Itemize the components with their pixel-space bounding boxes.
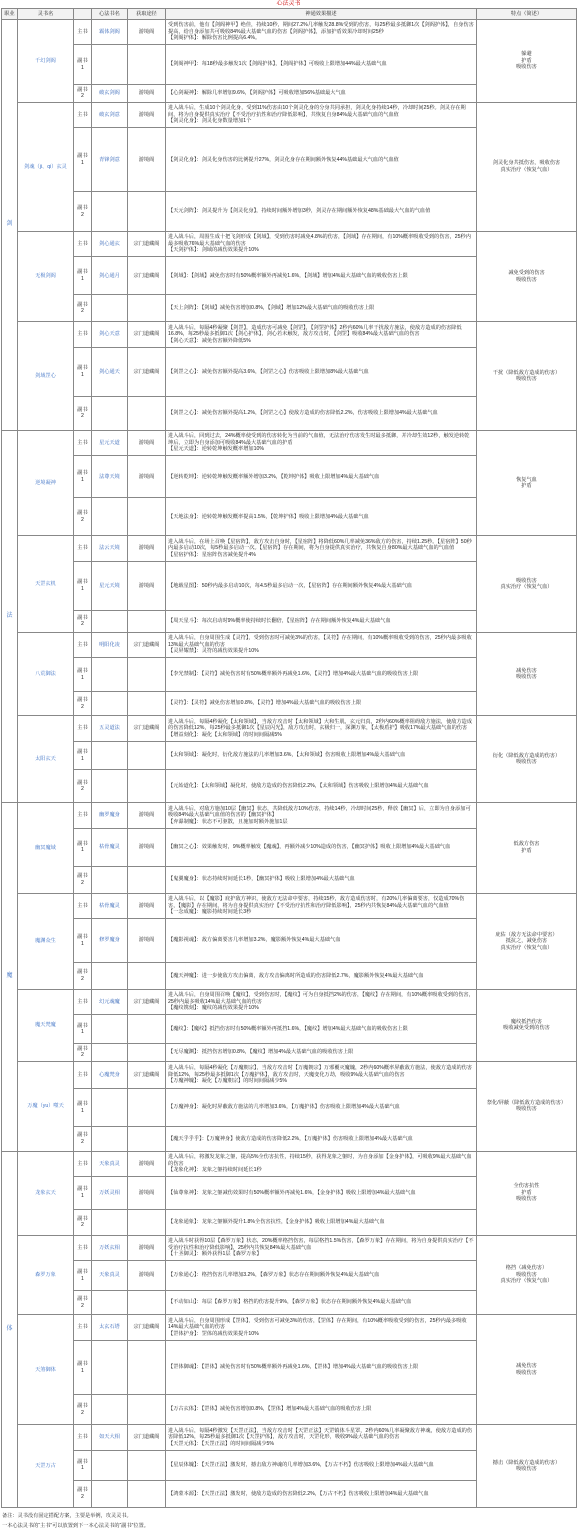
heart-book-cell	[92, 1340, 128, 1394]
source-cell	[128, 741, 166, 770]
slot-cell: 副书1	[74, 456, 92, 498]
source-cell: 宗门道藏阁	[128, 257, 166, 295]
slot-cell: 主书	[74, 322, 92, 347]
effect-description: 进入战斗后，对敌方施加10层【幽冥】状态，共降低敌方10%伤害，持续14秒，冷却时间25秒，释放【幽冥】后，立即为自身添加可吸收84%最大基础气血值的伤害的【幽冥护体】 【弃瀑制魔】：状态不可驱散，且施加时额外施加1层	[166, 803, 477, 828]
slot-cell: 副书1	[74, 1015, 92, 1044]
source-cell	[128, 1209, 166, 1235]
heart-book-cell	[92, 658, 128, 692]
source-cell: 游境阁	[128, 803, 166, 828]
spirit-book-name: 天罡玄机	[18, 536, 74, 632]
spirit-book-name: 逆境凝神	[18, 430, 74, 536]
header-source: 获取途径	[128, 9, 166, 20]
heart-book-cell	[92, 295, 128, 322]
source-cell: 游境阁	[128, 561, 166, 610]
effect-description: 【魔天乎乎乎】：【万魔神身】使敌方造成的伤害降低2.2%，【万魔护体】伤害吸收上限增加4%最大基础气血	[166, 1127, 477, 1151]
table-row	[2, 716, 577, 741]
heart-book-cell	[92, 45, 128, 84]
spirit-book-name: 千幻剑阁	[18, 20, 74, 103]
heart-book-cell: 幻元魂魔	[92, 989, 128, 1014]
heart-book-cell	[92, 1089, 128, 1127]
effect-description: 【太和领域】：凝化时，衍化敌方施法的几率增加3.6%，【太和领域】伤害吸收上限增加4%最大基础气血	[166, 741, 477, 770]
effect-description: 【周天星斗】：每次启动时9%概率使持续时长翻倍，【星宿阵】存在期间额外恢复4%最大基础气血	[166, 610, 477, 632]
slot-cell: 副书2	[74, 962, 92, 989]
header-effect: 神通效果描述	[166, 9, 477, 20]
table-row	[2, 322, 577, 347]
spirit-book-name: 八荒御法	[18, 632, 74, 716]
heart-book-cell: 万妖玄相	[92, 1235, 128, 1260]
source-cell: 宗门道藏阁	[128, 322, 166, 347]
effect-description: 【鬼翼魔身】：状态持续时间延长1秒，【幽冥护体】吸收上限增加4%最大基础气血	[166, 866, 477, 893]
heart-book-cell	[92, 610, 128, 632]
feature-summary: 低敌方伤害 护盾	[477, 803, 577, 894]
effect-description: 进入战斗后，每隔4秒激发【天罡正法】，当敌方攻击时【天罡正法】天罡镇体斗星罩，2秒内60%几率凝聚敌方神魂，使敌方造成的伤害降低12%，每25秒最多抵御1次【天罡护体】，敌方攻击时，天罡化形，吸收9%最大基础气血的伤害 【天罡元体】：【天罡正法】的时间间隔减少5%	[166, 1425, 477, 1450]
source-cell: 游境阁	[128, 919, 166, 962]
source-cell	[128, 396, 166, 430]
source-cell	[128, 962, 166, 989]
source-cell	[128, 610, 166, 632]
heart-book-cell: 剑心通天	[92, 347, 128, 396]
source-cell	[128, 866, 166, 893]
effect-description: 【魔影视魂】：敌方偏离要害几率增加3.2%，魔影额外恢复4%最大基础气血	[166, 919, 477, 962]
spirit-book-name: 魔渊众生	[18, 893, 74, 989]
effect-description: 【罡体御魂】：【罡体】减免伤害时有50%概率额外再减免1.6%，【罡体】增加4%最大基础气血的吸收伤害上限	[166, 1340, 477, 1394]
slot-cell: 副书1	[74, 1450, 92, 1480]
heart-book-cell	[92, 1043, 128, 1061]
table-row	[2, 893, 577, 918]
spirit-book-name: 天煞御体	[18, 1315, 74, 1425]
source-cell: 游境阁	[128, 536, 166, 561]
source-cell: 游境阁	[128, 1151, 166, 1176]
slot-cell: 副书2	[74, 1127, 92, 1151]
effect-description: 【魔纹】：【魔纹】抵挡伤害时有50%概率额外再抵挡1.6%，【魔纹】增加4%最大基础气血的吸收伤害上限	[166, 1015, 477, 1044]
header-job: 职业	[2, 9, 18, 20]
heart-book-cell	[92, 192, 128, 231]
feature-summary: 减免伤害 吸收伤害	[477, 632, 577, 716]
spirit-book-table	[1, 8, 577, 1508]
slot-cell: 副书2	[74, 1480, 92, 1507]
heart-book-cell: 霸体剑阁	[92, 20, 128, 45]
slot-cell: 主书	[74, 716, 92, 741]
heart-book-cell: 枯骨魔灵	[92, 893, 128, 918]
slot-cell: 副书1	[74, 828, 92, 866]
heart-book-cell	[92, 1395, 128, 1425]
heart-book-cell: 破玄剑阁	[92, 84, 128, 102]
source-cell: 游境阁	[128, 1177, 166, 1210]
slot-cell: 副书2	[74, 770, 92, 803]
heart-book-cell: 明阳化凌	[92, 632, 128, 657]
effect-description: 【万象通心】：格挡伤害几率增加3.2%，【森罗万象】状态存在期间额外恢复4%最大基础气血	[166, 1261, 477, 1291]
slot-cell: 副书2	[74, 1290, 92, 1314]
source-cell	[128, 692, 166, 716]
slot-cell: 副书1	[74, 1340, 92, 1394]
heart-book-cell: 法云天境	[92, 536, 128, 561]
effect-description: 进入战斗后，以【魔影】庇护敌方神识，使敌方无法命中要害，持续15秒，敌方造成伤害时，有20%几率偏离要害，仅造成70%伤害，【魔影】存在期间，将为自身提供真实治疗【不受治疗抗性和治疗降低影响】，25秒内共恢复84%最大基础气血的气血值 【一念成魔】：魔影持续时间延长3秒	[166, 893, 477, 918]
table-row	[2, 430, 577, 455]
table-row	[2, 536, 577, 561]
spirit-book-name: 无极剑阁	[18, 231, 74, 322]
effect-description: 【魔天神魔】：进一步使敌方攻击偏离，敌方攻击偏离时所造成的伤害降低2.7%，魔影额外恢复4%最大基础气血	[166, 962, 477, 989]
heart-book-cell: 法尊天境	[92, 456, 128, 498]
effect-description: 【鸿蒙本源】：【天罡正法】激发时，使敌方造成的伤害降低2.2%，【万古不朽】伤害吸收上限增加4%最大基础气血	[166, 1480, 477, 1507]
feature-summary: 格挡（减免伤害） 吸收伤害 真实治疗（恢复气血）	[477, 1235, 577, 1315]
note-line-2: 一本心法灵书的“主书”可以放置到下一本心法灵书的“副书”位置。	[2, 1523, 149, 1529]
slot-cell: 副书2	[74, 1209, 92, 1235]
spirit-book-name: 幽冥魔域	[18, 803, 74, 894]
heart-book-cell	[92, 1290, 128, 1314]
slot-cell: 主书	[74, 803, 92, 828]
table-row	[2, 231, 577, 256]
source-cell	[128, 658, 166, 692]
slot-cell: 副书2	[74, 1395, 92, 1425]
heart-book-cell: 太玄石塔	[92, 1315, 128, 1340]
heart-book-cell: 剑心天意	[92, 322, 128, 347]
effect-description: 进入战斗后，自身周围形成【罡体】，受到伤害可减免3%的伤害，【罡体】存在期间，有10%概率吸收受到的伤害，25秒内最多吸收14%最大基础气血的伤害 【罡体护身】：罡体的减伤效果提升10%	[166, 1315, 477, 1340]
header-heart-book: 心法书名	[92, 9, 128, 20]
slot-cell: 主书	[74, 20, 92, 45]
feature-summary: 躲避 护盾 吸收伤害	[477, 20, 577, 103]
heart-book-cell: 天象真灵	[92, 1261, 128, 1291]
source-cell: 游境阁	[128, 103, 166, 128]
feature-summary: 干扰（降低敌方造成的伤害） 吸收伤害	[477, 322, 577, 430]
heart-book-cell	[92, 962, 128, 989]
source-cell	[128, 192, 166, 231]
table-row	[2, 20, 577, 45]
slot-cell: 副书1	[74, 658, 92, 692]
source-cell: 游境阁	[128, 84, 166, 102]
table-row	[2, 1425, 577, 1450]
heart-book-cell: 星元天境	[92, 561, 128, 610]
effect-description: 【天元剑阵】：剑灵提升为【剑灵化身】，持续时间额外增加3秒，剑灵存在期间额外恢复48%基础最大气血的气血值	[166, 192, 477, 231]
feature-summary: 减免受到的伤害 吸收伤害	[477, 231, 577, 322]
source-cell	[128, 1089, 166, 1127]
slot-cell: 主书	[74, 893, 92, 918]
table-row	[2, 103, 577, 128]
spirit-book-name: 龙象玄天	[18, 1151, 74, 1235]
table-row	[2, 989, 577, 1014]
effect-description: 进入战斗后，每隔4秒凝聚【剑罡】，造成伤害可减免【剑罡】，【剑罡护体】2秒内60%几率干扰敌方施法，使敌方造成的伤害降低16.8%，每25秒最多抵御1次【剑心护体】，剑心若未触发，敌方攻击时，【剑罡】吸收84%最大基础气血的伤害 【剑心天意】：减免伤害额外降低5%	[166, 322, 477, 347]
source-cell: 宗门道藏阁	[128, 1315, 166, 1340]
effect-description: 进入战斗后，在场上召唤【星宿阵】，敌方攻击自身时，【星宿阵】将降低60%几率减免36%敌方的伤害，持续1.25秒。【星宿阵】50秒内最多启动10次，每5秒最多启动一次。【星宿阵】存在期间，将为自身提供真实治疗，共恢复自身80%最大基础气血的气血值 【星宿护体】：星宿阵伤害减免提升4%	[166, 536, 477, 561]
slot-cell: 副书1	[74, 561, 92, 610]
source-cell: 宗门道藏阁	[128, 716, 166, 741]
slot-cell: 副书1	[74, 1261, 92, 1291]
slot-cell: 主书	[74, 430, 92, 455]
table-body	[2, 20, 577, 1508]
effect-description: 进入战斗后，生成10个剑灵化身，受到11%伤害由10个剑灵化身的分身共同承担，剑灵化身持续14秒，冷却时间25秒。剑灵存在期间，将为自身提供真实治疗【不受治疗抗性和治疗降低影响】，共恢复自身84%最大基础气血的气血值 【剑灵化身】：剑灵化身数量增加1个	[166, 103, 477, 128]
feature-summary: 剑灵化身共抵伤害，吸收伤害 真实治疗（恢复气血）	[477, 103, 577, 232]
heart-book-cell: 如天大相	[92, 1425, 128, 1450]
source-cell	[128, 1340, 166, 1394]
spirit-book-name: 森罗万象	[18, 1235, 74, 1315]
table-row	[2, 1315, 577, 1340]
source-cell	[128, 45, 166, 84]
heart-book-cell: 五灵道法	[92, 716, 128, 741]
source-cell: 宗门道藏阁	[128, 1425, 166, 1450]
source-cell: 游境阁	[128, 893, 166, 918]
effect-description: 进入战斗后，每隔4秒凝化【太和领域】，当敌方攻击时【太和领域】大和生肌，玄元归真，2秒内60%概率阻碍敌方施法，使敌方造成的伤害降低12%，每25秒最多抵御1次【星辰闪光】，敌方攻击时，玄极归一，深渊万象，【太极盾护】吸收17%最大基础气血的伤害 【增益刻化】：凝化【太和领域】的时间间隔减5%	[166, 716, 477, 741]
slot-cell: 副书1	[74, 128, 92, 192]
slot-cell: 副书2	[74, 295, 92, 322]
spirit-book-name: 剑域罡心	[18, 322, 74, 430]
slot-cell: 副书1	[74, 45, 92, 84]
feature-summary: 恢复气血 护盾	[477, 430, 577, 536]
source-cell: 游境阁	[128, 456, 166, 498]
effect-description: 【剑灵化身】：剑灵化身伤害的比例提升27%，剑灵化身存在期间额外恢复44%基础最大气血的气血值	[166, 128, 477, 192]
effect-description: 【地载星图】：50秒内最多启动10次，每4.5秒最多启动一次，【星宿阵】存在期间额外恢复4%最大基础气血	[166, 561, 477, 610]
heart-book-cell: 万妖灵相	[92, 1177, 128, 1210]
feature-summary: 减免伤害 吸收伤害	[477, 1315, 577, 1425]
heart-book-cell	[92, 1127, 128, 1151]
source-cell: 宗门道藏阁	[128, 989, 166, 1014]
slot-cell: 副书1	[74, 257, 92, 295]
effect-description: 【无尽魔渊】：抵挡伤害增加0.8%，【魔纹】增加4%最大基础气血的吸收伤害上限	[166, 1043, 477, 1061]
spirit-book-name: 万魔（yu）噬天	[18, 1062, 74, 1152]
heart-book-cell	[92, 866, 128, 893]
effect-description: 进入战斗后，自身周围生成【灵符】，受到伤害时可减免3%的伤害，【灵符】存在期间，有10%概率吸收受到的伤害，25秒内最多吸收13%最大基础气血的伤害 【灵屏耀禁】：灵符的减伤效果提升10%	[166, 632, 477, 657]
source-cell: 游境阁	[128, 1261, 166, 1291]
table-header-row	[2, 9, 577, 20]
effect-description: 【天地法身】：逆转乾坤触发概率提高1.5%，【乾坤护体】吸收上限增加4%最大基础气血	[166, 498, 477, 536]
effect-description: 进入战斗时获得10层【森罗万象】状态，20%概率格挡伤害，每层格挡1.5%伤害，【森罗万象】存在期间，将为自身提供真实治疗【不受治疗抗性和治疗降低影响】，25秒内共恢复84%最大基础气血 【十圣御灵】：额外获得1层【森罗万象】	[166, 1235, 477, 1260]
feature-summary: 吸收伤害 真实治疗（恢复气血）	[477, 536, 577, 632]
heart-book-cell: 心魔梵身	[92, 1062, 128, 1089]
slot-cell: 主书	[74, 536, 92, 561]
feature-summary: 庇佑（敌方无法命中要害） 抵抗之，减免伤害 真实治疗（恢复气血）	[477, 893, 577, 989]
source-cell	[128, 1395, 166, 1425]
slot-cell: 副书1	[74, 347, 92, 396]
spirit-book-name: 太阳玄天	[18, 716, 74, 803]
effect-description: 【仙尊象神】：龙象之躯减伤效果时有50%概率额外再减免1.6%，【金身护体】吸收上限增加4%最大基础气血	[166, 1177, 477, 1210]
slot-cell: 主书	[74, 632, 92, 657]
slot-cell: 副书2	[74, 192, 92, 231]
job-cell: 剑	[2, 20, 18, 431]
effect-description: 进入战斗后，自身周围召唤【魔纹】，受到伤害时，【魔纹】可为自身抵挡2%的伤害，【魔纹】存在期间，有10%概率吸收受到的伤害，25秒内最多吸收14%最大基础气血的伤害 【魔纹镌刻】：魔纹的减伤效果提升10%	[166, 989, 477, 1014]
slot-cell: 副书1	[74, 741, 92, 770]
effect-description: 【星辰体魄】：【天罡正法】激发时，撼击敌方神魂的几率增加3.6%，【万古不朽】伤害吸收上限增加4%最大基础气血	[166, 1450, 477, 1480]
effect-description: 【剑域】：【剑域】减免伤害时有50%概率额外再减免1.6%，【剑域】增加4%最大基础气血的吸收伤害上限	[166, 257, 477, 295]
feature-summary: 魔纹抵挡伤害 吸收减免受到的伤害	[477, 989, 577, 1061]
table-row	[2, 1235, 577, 1260]
slot-cell: 主书	[74, 1062, 92, 1089]
slot-cell: 主书	[74, 989, 92, 1014]
source-cell	[128, 1043, 166, 1061]
heart-book-cell	[92, 1015, 128, 1044]
heart-book-cell	[92, 498, 128, 536]
slot-cell: 副书1	[74, 1177, 92, 1210]
heart-book-cell: 剑心通月	[92, 257, 128, 295]
heart-book-cell	[92, 1480, 128, 1507]
heart-book-cell: 剑心通玄	[92, 231, 128, 256]
slot-cell: 副书2	[74, 396, 92, 430]
slot-cell: 主书	[74, 103, 92, 128]
job-cell: 魔	[2, 803, 18, 1152]
effect-description: 【不动如山】：每层【森罗万象】格挡的伤害提升9%，【森罗万象】状态存在期间额外恢复4%最大基础气血	[166, 1290, 477, 1314]
heart-book-cell	[92, 1450, 128, 1480]
spirit-book-name: 剑魂（ji、qi）玄灵	[18, 103, 74, 232]
effect-description: 【逆转乾坤】：逆转乾坤触发概率额外增加3.2%，【乾坤护体】吸收上限增加4%最大基础气血	[166, 456, 477, 498]
source-cell	[128, 1127, 166, 1151]
heart-book-cell	[92, 692, 128, 716]
heart-book-cell: 幽罗魔身	[92, 803, 128, 828]
effect-description: 受到伤害前，他有【剑阁神甲】绝佳，持续10秒，期间27.2%几率触发28.8%受到的伤害，每25秒最多抵御1次【剑阁护体】，自身伤害提高，给自身添加共可吸收84%最大基础气血的伤害【剑阁护体】，添加护盾效果冷却时间25秒 【剑阁护体】：解除伤害比例提高6.4%。	[166, 20, 477, 45]
effect-description: 【万魔神身】：凝化时屏蔽敌方施法的几率增加3.6%，【万魔护体】伤害吸收上限增加4%最大基础气血	[166, 1089, 477, 1127]
effect-description: 【天上剑阵】：【剑域】减免伤害增加0.8%，【剑域】增加12%最大基础气血的吸收伤害上限	[166, 295, 477, 322]
effect-description: 进入战斗后，周围生成十把飞剑形成【剑域】，受到伤害时减免4.8%的伤害，【剑域】存在期间，有10%概率吸收受到的伤害，25秒内最多吸收76%最大基础气血的伤害 【天剑护体】：剑域的减伤效果提升10%	[166, 231, 477, 256]
effect-description: 【剑罡之心】：减免伤害额外提高3.6%，【剑罡之心】伤害吸收上限增加8%最大基础气血	[166, 347, 477, 396]
effect-description: 【李光禁制】：【灵符】减免伤害时有50%概率额外再减免1.6%，【灵符】增加4%最大基础气血的吸收伤害上限	[166, 658, 477, 692]
table-row	[2, 1151, 577, 1176]
header-spirit-book: 灵书名	[18, 9, 74, 20]
heart-book-cell: 修罗魔身	[92, 919, 128, 962]
note-line-1: 备注：灵书没有固定搭配方案，主要是举例，攻灵灵书。	[2, 1513, 132, 1519]
slot-cell: 主书	[74, 1235, 92, 1260]
feature-summary: 衍化（降低敌方造成的伤害） 吸收伤害	[477, 716, 577, 803]
effect-description: 【龙象通象】：龙象之躯额外提升1.8%全伤害抗性，【金身护体】吸收上限增加4%最大基础气血	[166, 1209, 477, 1235]
table-row	[2, 1062, 577, 1089]
effect-description: 【剑罡之心】：减免伤害额外提高1.2%，【剑罡之心】使敌方造成的伤害降低2.2%，伤害吸收上限增加4%最大基础气血	[166, 396, 477, 430]
source-cell: 宗门道藏阁	[128, 347, 166, 396]
effect-description: 【元始道化】：【太和领域】凝化时，使敌方造成的伤害降低2.2%，【太和领域】伤害吸收上限增加4%最大基础气血	[166, 770, 477, 803]
heart-book-cell	[92, 770, 128, 803]
source-cell	[128, 1290, 166, 1314]
source-cell	[128, 498, 166, 536]
slot-cell: 副书1	[74, 919, 92, 962]
source-cell: 宗门道藏阁	[128, 1062, 166, 1089]
heart-book-cell: 青锋剑意	[92, 128, 128, 192]
slot-cell: 副书2	[74, 866, 92, 893]
slot-cell: 主书	[74, 1315, 92, 1340]
heart-book-cell: 破玄剑意	[92, 103, 128, 128]
heart-book-cell	[92, 741, 128, 770]
source-cell	[128, 295, 166, 322]
source-cell	[128, 1450, 166, 1480]
source-cell	[128, 770, 166, 803]
effect-description: 进入战斗后，回到过去，24%概率使受到的伤害转化为当前的气血值，无法治疗伤害发生时最多抵御，并冷却生效12秒，触发逆转乾坤后，立即为自身添加可吸收84%最大基础气血的护盾 【星元天道】：逆转乾坤触发概率增加10%	[166, 430, 477, 455]
slot-cell: 副书1	[74, 1089, 92, 1127]
slot-cell: 主书	[74, 1151, 92, 1176]
effect-description: 【心剑凝神】：解除几率增加9.6%，【剑阁护体】可吸收增加56%基础最大气血	[166, 84, 477, 102]
spirit-book-name: 天罡万古	[18, 1425, 74, 1508]
heart-book-cell: 枯骨魔灵	[92, 828, 128, 866]
source-cell: 游境阁	[128, 828, 166, 866]
header-slot	[74, 9, 92, 20]
heart-book-cell	[92, 396, 128, 430]
feature-summary: 全伤害抗性 护盾 吸收伤害	[477, 1151, 577, 1235]
slot-cell: 副书2	[74, 1043, 92, 1061]
heart-book-cell: 天象真灵	[92, 1151, 128, 1176]
source-cell: 宗门道藏阁	[128, 632, 166, 657]
slot-cell: 副书2	[74, 610, 92, 632]
source-cell: 游境阁	[128, 20, 166, 45]
source-cell: 游境阁	[128, 430, 166, 455]
heart-book-cell	[92, 1209, 128, 1235]
feature-summary: 撼击（降低敌方造成的伤害） 吸收伤害	[477, 1425, 577, 1508]
table-row	[2, 632, 577, 657]
job-cell: 体	[2, 1151, 18, 1507]
slot-cell: 副书2	[74, 692, 92, 716]
heart-book-cell: 星元天道	[92, 430, 128, 455]
source-cell	[128, 1480, 166, 1507]
source-cell: 游境阁	[128, 1235, 166, 1260]
source-cell	[128, 1015, 166, 1044]
effect-description: 【万古玄体】：【罡体】减免伤害增加0.8%，【罡体】增加4%最大基础气血的吸收伤害上限	[166, 1395, 477, 1425]
effect-description: 【灵符】：【灵符】减免伤害增加0.8%，【灵符】增加4%最大基础气血的吸收伤害上限	[166, 692, 477, 716]
feature-summary: 祭化/屏蔽（降低敌方造成的伤害） 吸收伤害	[477, 1062, 577, 1152]
source-cell: 游境阁	[128, 128, 166, 192]
effect-description: 【剑阁神甲】：每18秒最多触发1次【剑阁护体】，【剑阁护体】可吸收上限增加44%最大基础气血	[166, 45, 477, 84]
effect-description: 【幽冥之心】：效果触发时，9%概率触发【魔魂】，再额外减少10%造成的伤害，【幽冥护体】吸收上限增加4%最大基础气血	[166, 828, 477, 866]
effect-description: 进入战斗后，每隔4秒凝化【万魔朝宗】，当敌方攻击时【万魔朝宗】万邪覆灭魔魄，2秒内60%概率屏蔽敌方施法，使敌方造成的伤害降低12%，每25秒最多抵御1次【万魔护体】，敌方攻击时，天魔变化万劫，吸收9%最大基础气血的伤害 【万魔神魄】：凝化【万魔朝宗】的时间间隔减少5%	[166, 1062, 477, 1089]
source-cell: 宗门道藏阁	[128, 231, 166, 256]
effect-description: 进入战斗后，将激发龙象之躯，提高5%全伤害抗性，持续15秒，获得龙象之躯时，为自身添加【金身护体】，可吸收9%最大基础气血的伤害 【龙象化神】：龙象之躯持续时间延长1秒	[166, 1151, 477, 1176]
job-cell: 法	[2, 430, 18, 802]
spirit-book-name: 魔天梵魔	[18, 989, 74, 1061]
page-caption: 心法灵书	[276, 1, 301, 7]
table-row	[2, 803, 577, 828]
slot-cell: 主书	[74, 1425, 92, 1450]
header-feature: 特点（简述）	[477, 9, 577, 20]
slot-cell: 主书	[74, 231, 92, 256]
slot-cell: 副书2	[74, 84, 92, 102]
slot-cell: 副书2	[74, 498, 92, 536]
